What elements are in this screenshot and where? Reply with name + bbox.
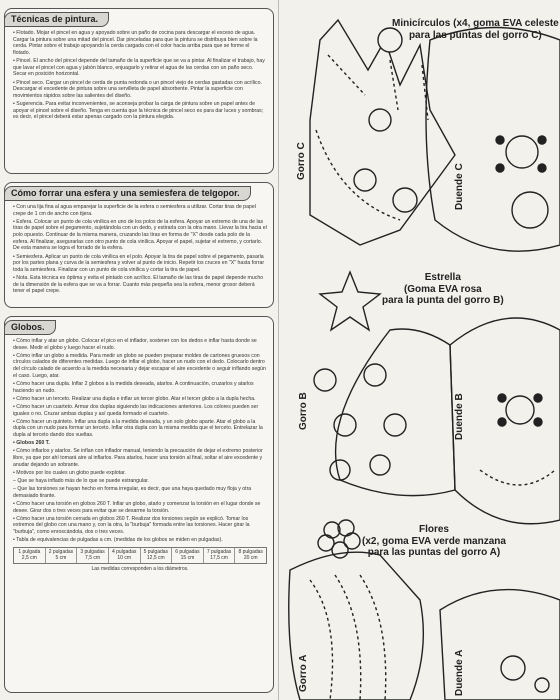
paragraph: • Cómo inflarlos y atarlos. Se inflan con inflador manual, teniendo la precaución de dejar el extremo posterior libre, ya que por ahí tomará aire al inflarlos. Para atarlos, hacer una torsión al final, soltar el aire excedente y anudar dejando un sobrante. (13, 448, 263, 468)
table-cell: 3 pulgadas 7,5 cm (77, 548, 109, 563)
paragraph: • Cómo inflar un globo a medida. Para medir un globo se pueden preparar moldes de cartones gruesos con círculos calados de diferentes medidas. Luego de inflar el globo, hacer un nudo con el dedo. Colocarlo dentro del círculo calado de acuerdo a la medida necesaria y dejar escapar el aire excedente o seguir inflando según el caso. Luego, atar. (13, 352, 266, 379)
label-gorro-c: Gorro C (296, 142, 307, 180)
paragraph: • Pincel. El ancho del pincel depende del tamaño de la superficie que se va a pintar. Al finalizar el trabajo, hay que lavar el pincel con agua y jabón blanco, enjuagarlo y retirar el agua de las cerdas con un paño seco. Secar en posición horizontal. (13, 58, 265, 78)
caption-flores: Flores (x2, goma EVA verde manzana para las puntas del gorro A) (362, 524, 506, 558)
paragraph: • Cómo inflar y atar un globo. Colocar el pico en el inflador, sostener con los dedos e inflar hasta donde se desee. Medir el globo y luego hacer el nudo. (13, 338, 257, 351)
section-title: Técnicas de pintura. (4, 12, 109, 27)
paragraph: – Que las torsiones se hayan hecho en forma irregular, es decir, que una haya quedado muy floja y otra demasiado tirante. (13, 486, 252, 499)
duende-b-face (450, 318, 560, 524)
section-forrar-esfera (4, 182, 274, 308)
estrella-shape (320, 272, 380, 330)
paragraph: – Que se haya inflado más de lo que se puede estrangular. (13, 477, 149, 484)
table-note: Las medidas corresponden a los diámetros. (91, 565, 189, 572)
patterns-drawing (280, 0, 560, 700)
minicirculo-3 (354, 169, 376, 191)
table-cell: 1 pulgada 2,5 cm (14, 548, 46, 563)
label-gorro-a: Gorro A (298, 654, 309, 692)
paragraph: • Cómo hacer un quinteto. Inflar una dupla a la medida deseada, y un solo globo aparte. Atar el globo a la dupla con un nudo para formar un terceto. Inflar otra dupla con la misma medida que el terceto. Entrelazar la dupla al terceto dando dos vueltas. (13, 418, 263, 439)
minicirculo-1 (378, 28, 402, 52)
inch-cm-table (13, 547, 267, 564)
section-globos (4, 316, 274, 693)
gorro-b-outline (336, 329, 455, 496)
paragraph: • Flotado. Mojar el pincel en agua y apoyado sobre un paño de cocina para descargar el exceso de agua. Cargar la pintura sobre una mitad del pincel. Dar pinceladas para que la pintura se distribuya bien sobre la cerda. Pintar sobre el trabajo apoyando la cerda cargada con el color hacia arriba para que se forme el flotado. (13, 30, 258, 56)
instructions-column (0, 0, 278, 700)
paragraph: • Tabla de equivalencias de pulgadas a cm. (medidas de los globos se miden en pulgadas). (13, 537, 223, 544)
paragraph: • Cómo hacer una torsión en globos 260 T. Inflar un globo, atarlo y comenzar la torsión en el lugar donde se desee. Girar dos o tres veces para evitar que se desarme la torsión. (13, 500, 261, 514)
paragraph: • Cómo hacer un cuarteto. Armar dos duplas siguiendo las indicaciones anteriores. Los colores pueden ser iguales o no. Cruzar ambas duplas y así queda formado el cuarteto. (13, 403, 259, 417)
paragraph: • Globos 260 T. (13, 440, 50, 447)
paragraph: • Semiesfera. Aplicar un punto de cola vinílica en el polo. Apoyar la tira de papel sobre el pegamento, pasarla por los partes plana y curva de la semiesfera y volver al punto de inicio. Repetir los cruces en "X" hasta forrar toda la semiesfera. Finalizar con un punto de cola vinílica y cortar la tira de papel. (13, 253, 265, 273)
paragraph: • Nota. Esta técnica es óptima y evita el pintado con acrílico. El tamaño de las tiras de papel depende mucho de la dimensión de la esfera que se va a forrar. Cuanto más pequeña sea la esfera, menor grosor deberá tener el papel crepe. (13, 275, 264, 295)
paragraph: • Cómo hacer una torsión cerrada en globos 260 T. Realizar dos torsiones según se explicó. Tomar los extremos del globo con una mano y, con la otra, la "burbuja" formada entre las torsiones. Hacer girar la "burbuja", como enroscándola, dos o tres veces. (13, 515, 250, 536)
table-cell: 7 pulgadas 17,5 cm (204, 548, 236, 563)
table-cell: 4 pulgadas 10 cm (109, 548, 141, 563)
section-title: Globos. (4, 320, 56, 335)
table-cell: 2 pulgadas 5 cm (46, 548, 78, 563)
column-divider (278, 0, 279, 700)
minicirculo-4 (393, 188, 417, 212)
section-tecnicas-pintura (4, 8, 274, 174)
table-cell: 8 pulgadas 20 cm (238, 548, 263, 562)
table-cell: 5 pulgadas 12,5 cm (141, 548, 173, 563)
label-gorro-b: Gorro B (298, 392, 309, 430)
section-title: Cómo forrar una esfera y una semiesfera de telgopor. (4, 186, 251, 201)
paragraph: • Con una lija fina al agua emparejar la superficie de la esfera o semiesfera a utilizar. Cortar tiras de papel crepe de 1 cm de ancho con tijera. (13, 204, 256, 217)
label-duende-b: Duende B (454, 393, 465, 440)
minicirculo-2 (369, 109, 391, 131)
paragraph: • Esfera. Colocar un punto de cola vinílica en uno de los polos de la esfera. Apoyar un extremo de una de las tiras de papel sobre el pegamento, sujetándola con un dedo, y estirarla con la otra mano. Llevar la tira hacia el polo opuesto. Continuar de la misma manera, cruzando las tiras en forma de "X" desde cada polo de la esfera. Al finalizar, asegurarlas con otro punto de cola vinílica. Apoyar el papel, sujetar el extremo, y cortarlo. De esta manera se logra el forrado de la esfera. (13, 218, 267, 252)
paragraph: • Cómo hacer una dupla. Inflar 2 globos a la medida deseada, atarlos. A continuación, cruzarlos y atarlos haciendo un nudo. (13, 380, 254, 394)
caption-estrella: Estrella (Goma EVA rosa para la punta del gorro B) (382, 272, 504, 306)
label-duende-c: Duende C (454, 163, 465, 210)
table-cell: 6 pulgadas 15 cm (172, 548, 204, 563)
label-duende-a: Duende A (454, 649, 465, 696)
paragraph: • Pincel seco. Cargar un pincel de cerda de punta redonda o un pincel viejo de cerdas gastadas con acrílico. Descargar el excedente de pintura sobre una servilleta de papel absorbente. Pintar la superficie con movimientos rápidos sobre las salientes del diseño. (13, 79, 262, 99)
duende-c-face (354, 28, 560, 252)
paragraph: • Motivos por los cuales un globo puede explotar. (13, 469, 126, 476)
paragraph: • Sugerencia. Para evitar inconvenientes, se aconseja probar la carga de pintura sobre un papel antes de apoyar el pincel sobre el diseño. Tenga en cuenta que la técnica de pincel seco es para dar luces y sombras; es decir, el pincel deberá estar apenas cargado con la pintura elegida. (13, 101, 264, 121)
caption-minicirculos: Minicírculos (x4, goma EVA celeste para las puntas del gorro C) (392, 18, 559, 41)
paragraph: • Cómo hacer un terceto. Realizar una dupla e inflar un tercer globo. Atar el tercer globo a la dupla hecha. (13, 395, 256, 402)
